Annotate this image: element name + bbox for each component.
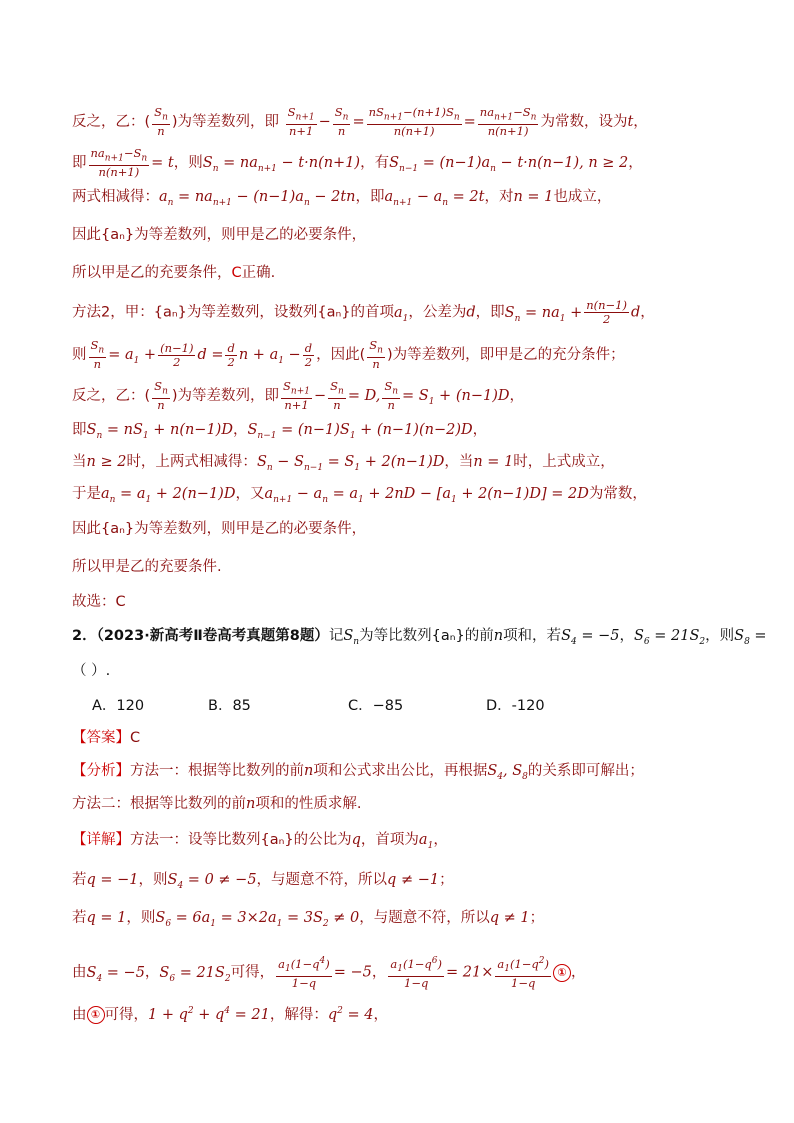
text: 项和的性质求解.: [255, 796, 362, 812]
analysis-line-2: 方法二：根据等比数列的前n项和的性质求解.: [72, 796, 362, 812]
option-d[interactable]: D．-120: [486, 698, 545, 714]
text: 反之，乙：(: [72, 388, 151, 405]
circled-one-marker: ①: [87, 1006, 105, 1024]
text: ，有: [360, 155, 390, 172]
text: ，与题意不符，所以: [256, 872, 388, 888]
text-line-14: 故选：C: [72, 594, 126, 610]
text: 反之，乙：(: [72, 114, 151, 131]
text-line-8: 反之，乙：( $\frac{S_n}{n}$ )为等差数列，即 $\frac{S_{n+1}}{n+1}$ − $\frac{S_n}{n}$ = D, $\frac{S_n}{n}$ = $S_1 + (n-1)D$，: [72, 379, 524, 413]
text: 方法二：根据等比数列的前: [72, 796, 246, 812]
text: 时，上两式相减得：: [126, 454, 257, 470]
text: 由: [72, 1006, 87, 1023]
text: 正确.: [241, 265, 276, 281]
text-line-4: 因此{aₙ}为等差数列，则甲是乙的必要条件，: [72, 227, 367, 243]
answer-line: [72, 728, 754, 748]
text-line-5: [72, 263, 754, 283]
text: 项和公式求出公比，再根据: [313, 763, 488, 779]
answer-value: C: [130, 730, 141, 746]
text: 即: [72, 422, 87, 438]
text: 方法一：根据等比数列的前: [130, 763, 304, 779]
detail-line-1: 【详解】方法一：设等比数列{aₙ}的公比为q，首项为$a_1$，: [72, 832, 448, 851]
text: 为等比数列{aₙ}的前: [359, 628, 494, 644]
text: 所以甲是乙的充要条件，: [72, 265, 232, 281]
text: 为常数，设为: [540, 114, 628, 131]
text: 可得，: [104, 1006, 148, 1023]
answer-label: 【答案】: [72, 730, 130, 746]
text-line-6: 方法2，甲：{aₙ}为等差数列，设数列{aₙ}的首项$a_1$，公差为d，即$S_n = na_1$ + $\frac{n(n-1)}{2}$ d，: [72, 298, 655, 326]
question-blank: （ ）.: [72, 663, 111, 679]
text: 于是: [72, 486, 101, 502]
text: 两式相减得：: [72, 189, 159, 205]
text: 若: [72, 872, 87, 888]
text: ，: [371, 964, 387, 981]
text: ，则: [126, 910, 156, 926]
text: 项和，若: [503, 628, 562, 644]
text: 为常数，: [588, 486, 647, 502]
text: ，即: [475, 304, 505, 321]
text: ，与题意不符，所以: [359, 910, 490, 926]
question-source: （2023·新高考Ⅱ卷高考真题第8题）: [96, 628, 329, 644]
text: 则: [72, 347, 87, 364]
text-line-3: 两式相减得：$a_n = na_{n+1} - (n-1)a_n - 2tn$，即$a_{n+1} - a_n = 2t$，对n = 1也成立，: [72, 189, 612, 208]
text: ，当: [444, 454, 474, 470]
text: ，: [373, 1006, 388, 1023]
text: )为等差数列，即: [171, 114, 280, 131]
text: ，则: [138, 872, 168, 888]
text: 方法2，甲：{aₙ}为等差数列，设数列{aₙ}的首项: [72, 304, 394, 321]
text: 的关系即可解出；: [527, 763, 644, 779]
detail-label: 【详解】: [72, 832, 130, 848]
text: ，因此(: [316, 347, 366, 364]
text-line-10: 当n ≥ 2时，上两式相减得：$S_n - S_{n-1} = S_1 + 2(n-1)D$，当n = 1时，上式成立，: [72, 454, 615, 473]
text: 记: [328, 628, 344, 644]
text: ，公差为: [408, 304, 467, 321]
text-line-1: 反之，乙：( $\frac{S_n}{n}$ )为等差数列，即 $\frac{S_{n+1}}{n+1}$ − $\frac{S_n}{n}$ = $\frac{nS_{n+1}-(n+1)S_n}{n(n+1)}$ = $\frac{na_{n+1}-S_n}{n(n+1)}$ 为常数，设为t，: [72, 105, 648, 139]
analysis-label: 【分析】: [72, 763, 130, 779]
text: )为等差数列，即: [171, 388, 280, 405]
text: 可得，: [230, 964, 275, 981]
text: 时，上式成立，: [513, 454, 615, 470]
text: ，首项为: [360, 832, 419, 848]
text: ，则: [705, 628, 735, 644]
analysis-line-1: 【分析】方法一：根据等比数列的前n项和公式求出公比，再根据$S_4$, $S_8$的关系即可解出；: [72, 763, 644, 782]
text: ，对: [484, 189, 514, 205]
option-b[interactable]: B．85: [208, 698, 251, 714]
question-number: 2．: [72, 628, 97, 644]
answer-letter: C: [231, 265, 242, 281]
text: ，解得：: [269, 1006, 328, 1023]
text: 当: [72, 454, 87, 470]
text: 由: [72, 964, 87, 981]
text: 方法一：设等比数列{aₙ}的公比为: [130, 832, 352, 848]
text-line-9: 即$S_n = nS_1 + n(n-1)D$，$S_{n-1} = (n-1)S_1 + (n-1)(n-2)D$，: [72, 422, 488, 441]
text: ，即: [355, 189, 385, 205]
text: 若: [72, 910, 87, 926]
text: ，: [571, 964, 586, 981]
circled-one-marker: ①: [553, 964, 571, 982]
text: ，又: [235, 486, 265, 502]
detail-line-5: 由 ① 可得，$1 + q^2 + q^4 = 21$，解得：$q^2 = 4$，: [72, 1006, 388, 1023]
detail-line-4: 由$S_4 = -5$，$S_6 = 21S_2$可得， $\frac{a_1(1-q^4)}{1-q}$ = −5， $\frac{a_1(1-q^6)}{1-q}$ = 21× $\frac{a_1(1-q^2)}{1-q}$ ① ，: [72, 956, 586, 991]
option-a[interactable]: A．120: [92, 698, 145, 714]
text: ，则: [173, 155, 203, 172]
question-stem: 2．（2023·新高考Ⅱ卷高考真题第8题）记$S_n$为等比数列{aₙ}的前n项和，若$S_4 = -5$，$S_6 = 21S_2$，则$S_8$ =: [72, 628, 767, 647]
text: )为等差数列，即甲是乙的充分条件；: [386, 347, 625, 364]
option-c[interactable]: C．−85: [348, 698, 404, 714]
detail-line-3: 若q = 1，则$S_6 = 6a_1 = 3\times 2a_1 = 3S_2 \ne 0$，与题意不符，所以q ≠ 1；: [72, 910, 545, 929]
detail-line-2: 若q = −1，则$S_4 = 0 \ne -5$，与题意不符，所以q ≠ −1；: [72, 872, 454, 891]
text-line-7: 则 $\frac{S_n}{n}$ = $a_1$ + $\frac{(n-1)}{2}$ d = $\frac{d}{2}$ $n + a_1$ − $\frac{d}{2}$ ，因此( $\frac{S_n}{n}$ )为等差数列，即甲是乙的充分条件；: [72, 338, 625, 372]
text: 也成立，: [553, 189, 612, 205]
text: 即: [72, 155, 87, 172]
text-line-12: 因此{aₙ}为等差数列，则甲是乙的必要条件，: [72, 521, 367, 537]
text-line-13: 所以甲是乙的充要条件.: [72, 559, 222, 575]
text-line-2: 即 $\frac{na_{n+1}-S_n}{n(n+1)}$ = t，则$S_n = na_{n+1} - t\cdot n(n+1)$，有$S_{n-1} = (n-1)a_n - t\cdot n(n-1)$, n ≥ 2，: [72, 146, 643, 180]
text-line-11: 于是$a_n = a_1 + 2(n-1)D$，又$a_{n+1} - a_n = a_1 + 2nD - [a_1 + 2(n-1)D] = 2D$为常数，: [72, 486, 647, 505]
